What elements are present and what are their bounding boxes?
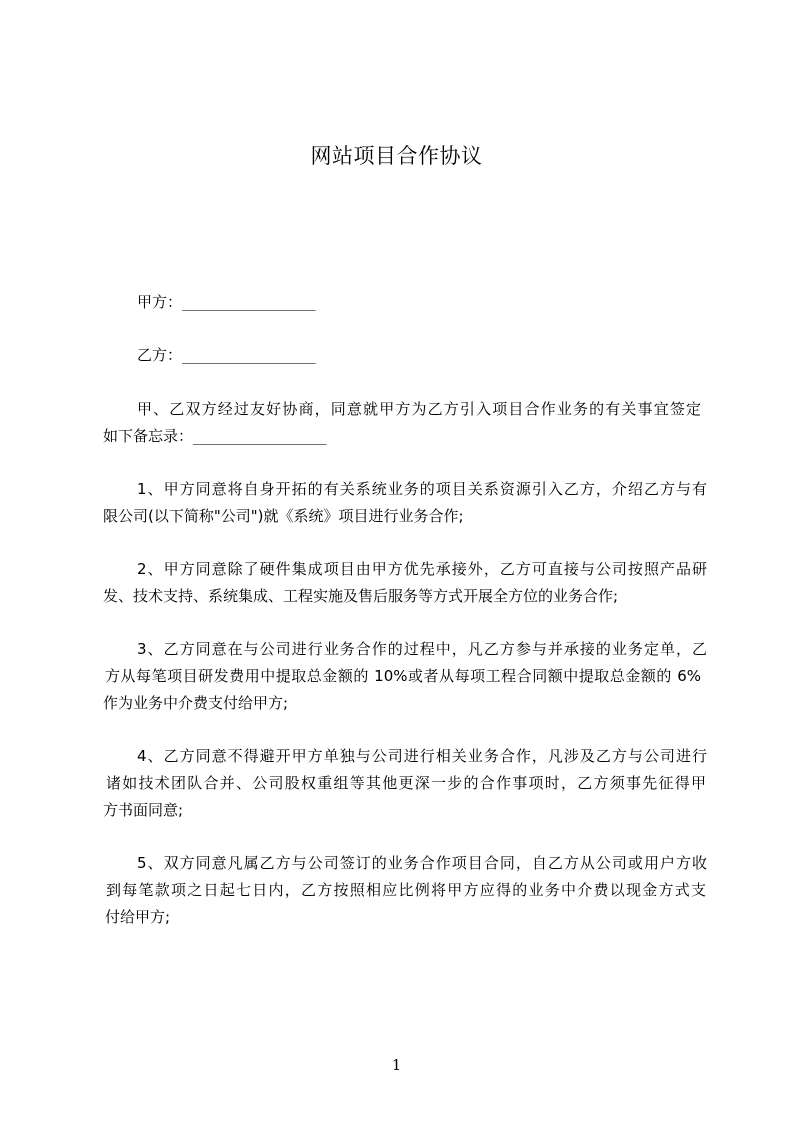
intro-line-1: 甲、乙双方经过友好协商，同意就甲方为乙方引入项目合作业务的有关事宜签定: [137, 400, 701, 418]
page-number: 1: [391, 1056, 402, 1074]
party-b-blank: _________________: [182, 348, 316, 364]
intro-line-2: [103, 426, 713, 447]
clause-3-line-1: 3、乙方同意在与公司进行业务合作的过程中，凡乙方参与并承接的业务定单，乙: [137, 640, 707, 658]
clause-4-line-1: 4、乙方同意不得避开甲方单独与公司进行相关业务合作，凡涉及乙方与公司进行: [137, 747, 707, 765]
party-a-label: 甲方：: [137, 293, 183, 311]
document-title: 网站项目合作协议: [310, 144, 483, 168]
party-a-blank: _________________: [182, 295, 316, 311]
clause-5-line-1: 5、双方同意凡属乙方与公司签订的业务合作项目合同，自乙方从公司或用户方收: [137, 854, 707, 872]
clause-4-line-3: 方书面同意;: [103, 801, 184, 819]
party-a-line: [137, 292, 315, 313]
clause-2-line-2: 发、技术支持、系统集成、工程实施及售后服务等方式开展全方位的业务合作;: [103, 587, 619, 605]
party-b-line: [137, 345, 315, 366]
clause-1-line-2: 限公司(以下简称"公司")就《系统》项目进行业务合作;: [103, 507, 464, 525]
party-b-label: 乙方：: [137, 346, 183, 364]
clause-3-line-2: 方从每笔项目研发费用中提取总金额的 10%或者从每项工程合同额中提取总金额的 6%: [105, 667, 701, 685]
intro-line-2-text: 如下备忘录：: [103, 427, 194, 445]
clause-3-line-3: 作为业务中介费支付给甲方;: [103, 694, 289, 712]
clause-2-line-1: 2、甲方同意除了硬件集成项目由甲方优先承接外，乙方可直接与公司按照产品研: [137, 560, 707, 578]
clause-4-line-2: 诸如技术团队合并、公司股权重组等其他更深一步的合作事项时，乙方须事先征得甲: [106, 774, 706, 792]
clause-5-line-3: 付给甲方;: [105, 908, 171, 926]
intro-blank: _________________: [193, 429, 327, 445]
clause-1-line-1: 1、甲方同意将自身开拓的有关系统业务的项目关系资源引入乙方，介绍乙方与有: [137, 480, 707, 498]
clause-5-line-2: 到每笔款项之日起七日内，乙方按照相应比例将甲方应得的业务中介费以现金方式支: [106, 881, 706, 899]
